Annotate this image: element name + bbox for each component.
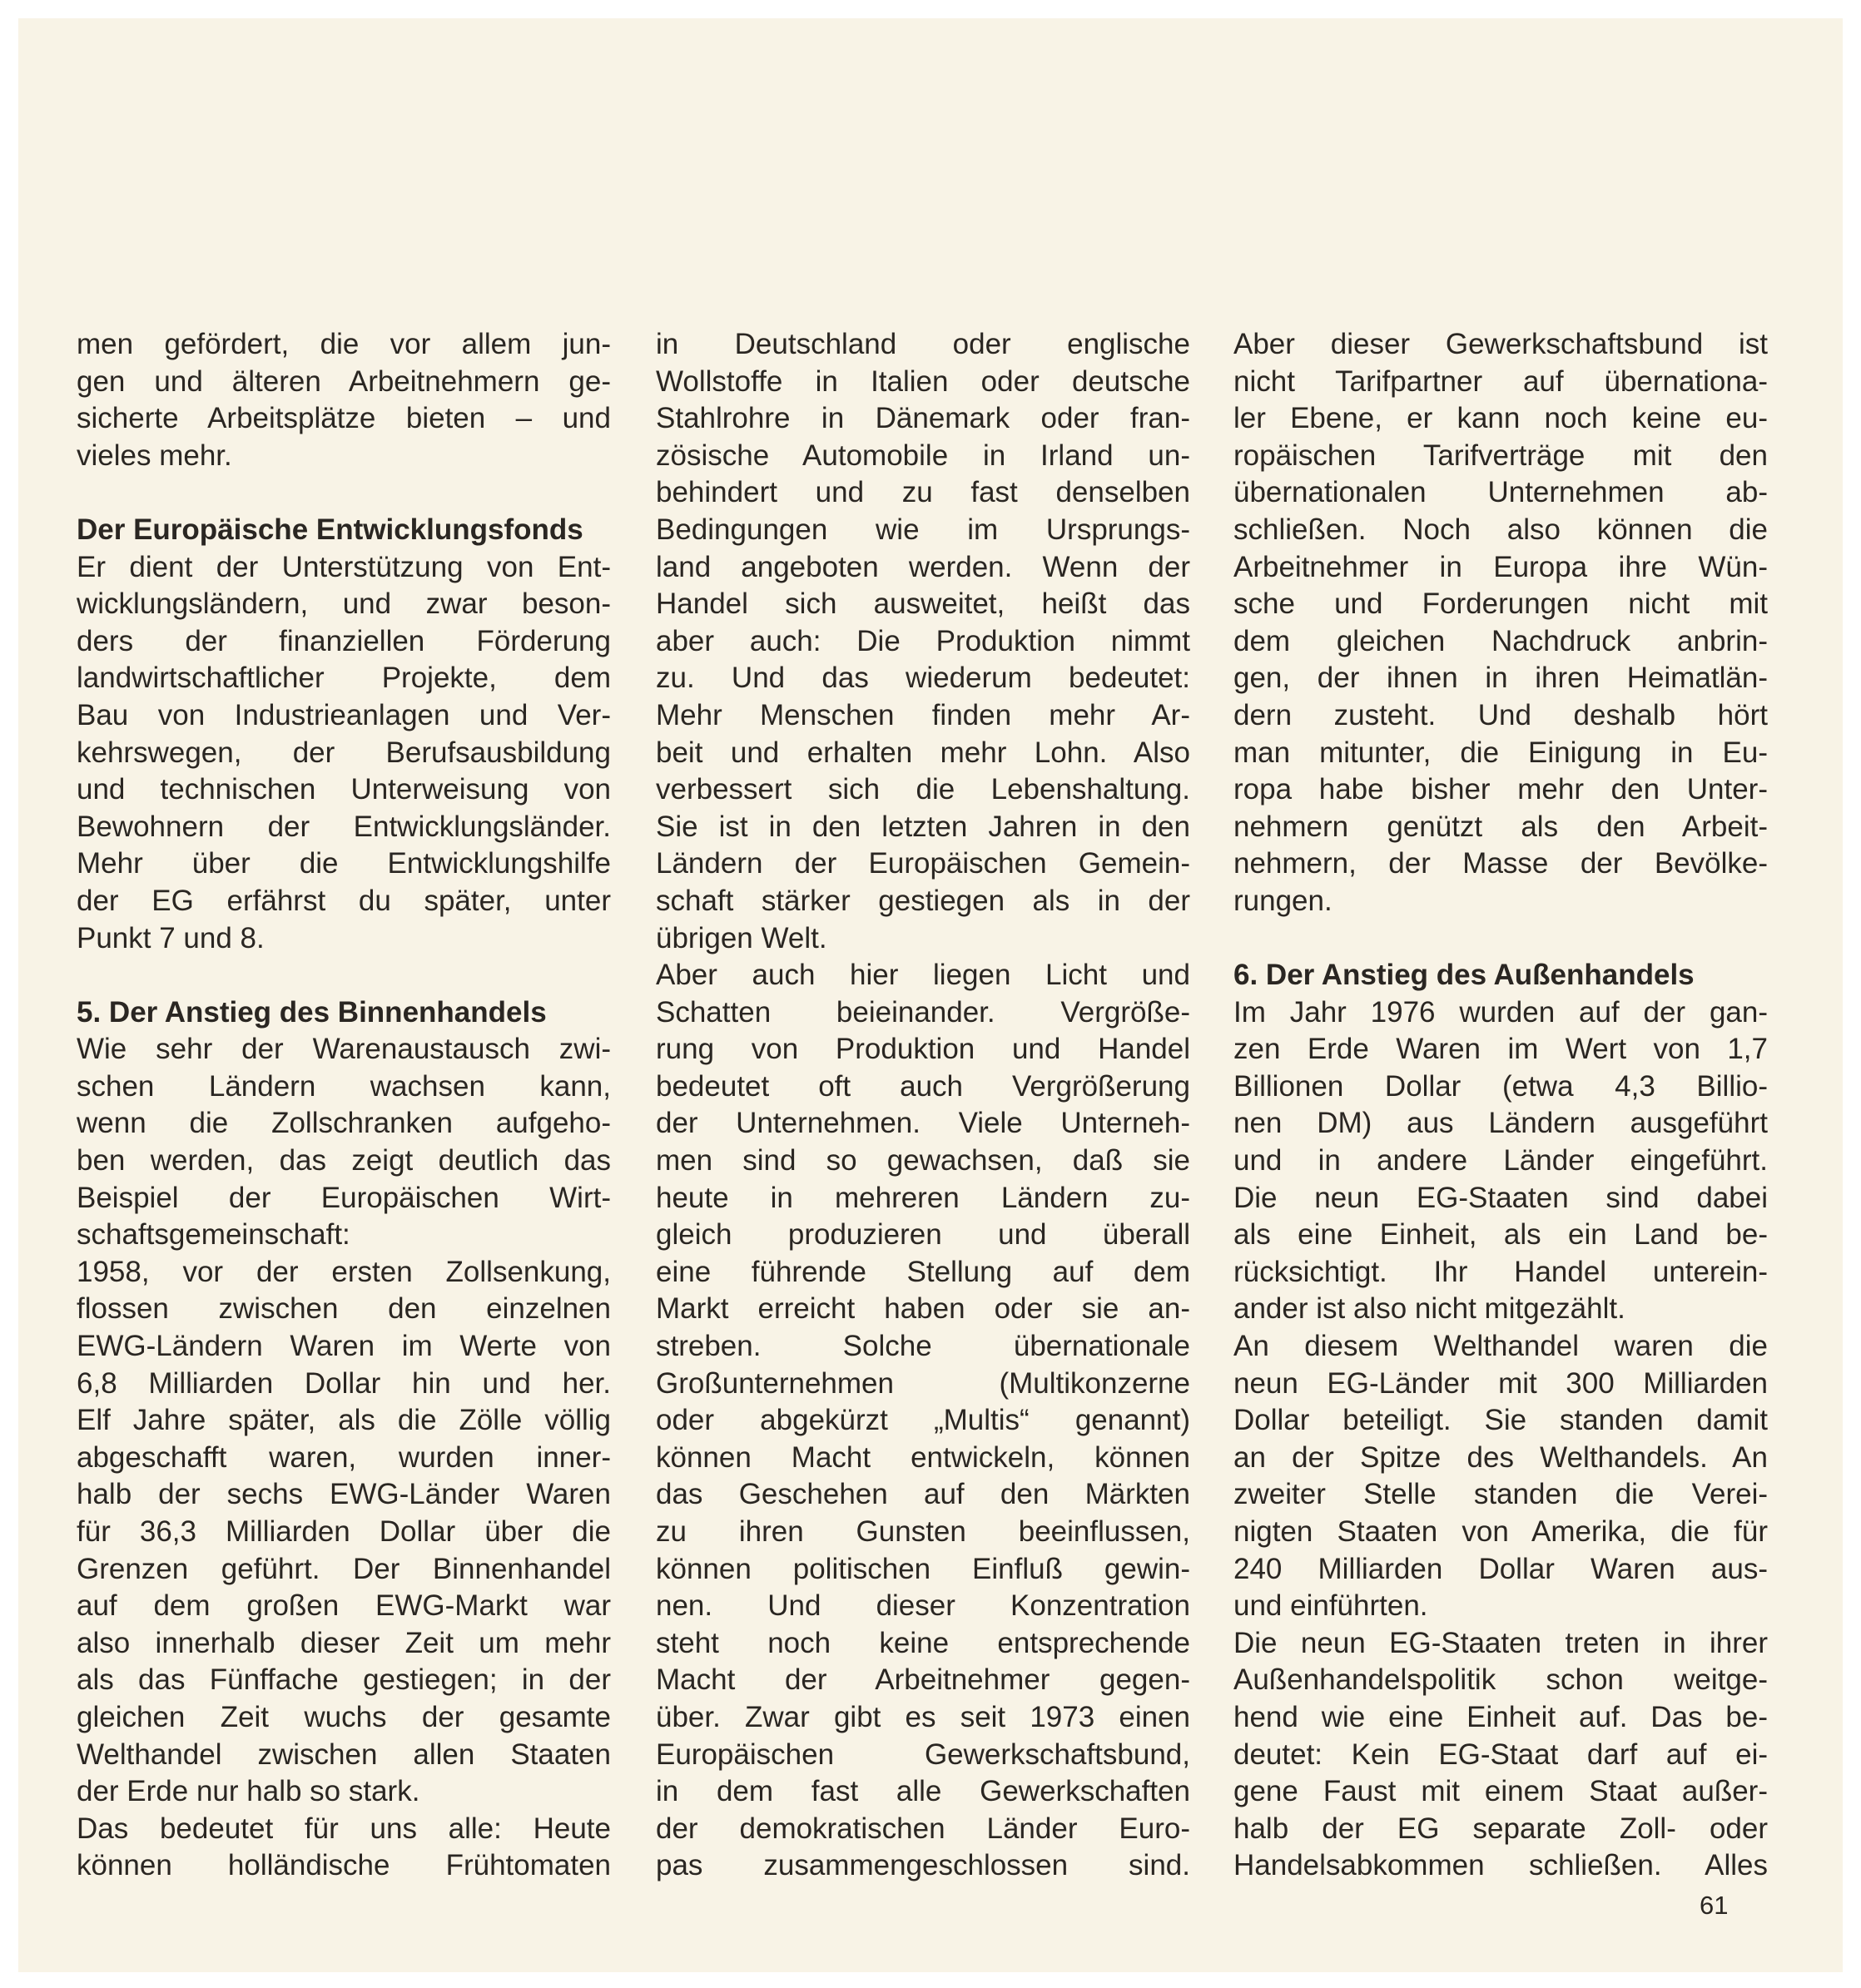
text-line: flossen zwischen den einzelnen [77, 1292, 611, 1326]
text-line: sicherte Arbeitsplätze bieten – und [77, 402, 611, 435]
paragraph [656, 957, 1190, 1885]
text-line: Wie sehr der Warenaustausch zwi- [77, 1033, 611, 1066]
text-line: Handel sich ausweitet, heißt das [656, 587, 1190, 621]
book-page [18, 18, 1843, 1972]
text-line: an der Spitze des Welthandels. An [1233, 1440, 1768, 1474]
text-line: Bedingungen wie im Ursprungs- [656, 513, 1190, 546]
text-line: men sind so gewachsen, daß sie [656, 1144, 1190, 1177]
text-line: zu ihren Gunsten beeinflussen, [656, 1515, 1190, 1548]
text-line: können politischen Einfluß gewin- [656, 1552, 1190, 1585]
text-column-3 [1233, 326, 1768, 1885]
text-line: Das bedeutet für uns alle: Heute [77, 1812, 611, 1845]
text-column-2 [656, 326, 1190, 1885]
text-line: pas zusammengeschlossen sind. [656, 1849, 1190, 1882]
text-line: das Geschehen auf den Märkten [656, 1478, 1190, 1511]
paragraph [77, 1254, 611, 1811]
text-line: der demokratischen Länder Euro- [656, 1812, 1190, 1845]
text-line: und in andere Länder eingeführt. [1233, 1144, 1768, 1177]
text-line: schaft stärker gestiegen als in der [656, 884, 1190, 917]
text-line: für 36,3 Milliarden Dollar über die [77, 1515, 611, 1548]
text-line: ler Ebene, er kann noch keine eu- [1233, 402, 1768, 435]
text-line: Markt erreicht haben oder sie an- [656, 1292, 1190, 1326]
text-line: 6,8 Milliarden Dollar hin und her. [77, 1366, 611, 1400]
text-line: Elf Jahre später, als die Zölle völlig [77, 1404, 611, 1437]
section [77, 957, 611, 1254]
section-heading: Der Europäische Entwicklungsfonds [77, 513, 583, 546]
text-line: als eine Einheit, als ein Land be- [1233, 1218, 1768, 1252]
text-line: bedeutet oft auch Vergrößerung [656, 1069, 1190, 1103]
text-line: men gefördert, die vor allem jun- [77, 328, 611, 360]
text-line: Mehr Menschen finden mehr Ar- [656, 698, 1190, 731]
text-line: schließen. Noch also können die [1233, 513, 1768, 546]
section-heading: 5. Der Anstieg des Binnenhandels [77, 995, 547, 1029]
text-line: halb der EG separate Zoll- oder [1233, 1812, 1768, 1845]
section-heading: 6. Der Anstieg des Außenhandels [1233, 959, 1695, 992]
text-line: 240 Milliarden Dollar Waren aus- [1233, 1552, 1768, 1585]
text-line: ropa habe bisher mehr den Unter- [1233, 773, 1768, 806]
paragraph [1233, 326, 1768, 920]
text-line: auf dem großen EWG-Markt war [77, 1589, 611, 1623]
text-line: nigten Staaten von Amerika, die für [1233, 1515, 1768, 1548]
text-line: Schatten beieinander. Vergröße- [656, 995, 1190, 1029]
text-line: schen Ländern wachsen kann, [77, 1069, 611, 1103]
text-line: verbessert sich die Lebenshaltung. [656, 773, 1190, 806]
text-line: in dem fast alle Gewerkschaften [656, 1775, 1190, 1808]
text-line: gene Faust mit einem Staat außer- [1233, 1775, 1768, 1808]
text-line: der EG erfährst du später, unter [77, 884, 611, 917]
text-line: Europäischen Gewerkschaftsbund, [656, 1738, 1190, 1771]
paragraph-spacer [77, 957, 611, 994]
text-line: Punkt 7 und 8. [77, 921, 265, 954]
text-line: der Unternehmen. Viele Unterneh- [656, 1107, 1190, 1140]
text-line: ders der finanziellen Förderung [77, 624, 611, 657]
text-line: ben werden, das zeigt deutlich das [77, 1144, 611, 1177]
text-line: kehrswegen, der Berufsausbildung [77, 736, 611, 769]
text-line: Arbeitnehmer in Europa ihre Wün- [1233, 550, 1768, 583]
text-line: aber auch: Die Produktion nimmt [656, 624, 1190, 657]
text-line: heute in mehreren Ländern zu- [656, 1181, 1190, 1214]
text-line: Grenzen geführt. Der Binnenhandel [77, 1552, 611, 1585]
text-line: schaftsgemeinschaft: [77, 1218, 350, 1252]
text-column-1 [77, 326, 611, 1885]
text-line: eine führende Stellung auf dem [656, 1255, 1190, 1288]
text-line: 1958, vor der ersten Zollsenkung, [77, 1255, 611, 1288]
text-line: Macht der Arbeitnehmer gegen- [656, 1663, 1190, 1697]
text-line: Beispiel der Europäischen Wirt- [77, 1181, 611, 1214]
text-line: Sie ist in den letzten Jahren in den [656, 810, 1190, 843]
text-line: EWG-Ländern Waren im Werte von [77, 1330, 611, 1363]
text-line: gen, der ihnen in ihren Heimatlän- [1233, 662, 1768, 695]
text-line: der Erde nur halb so stark. [77, 1775, 420, 1808]
text-line: wenn die Zollschranken aufgeho- [77, 1107, 611, 1140]
text-line: landwirtschaftlicher Projekte, dem [77, 662, 611, 695]
text-line: Welthandel zwischen allen Staaten [77, 1738, 611, 1771]
text-line: Er dient der Unterstützung von Ent- [77, 550, 611, 583]
text-line: zu. Und das wiederum bedeutet: [656, 662, 1190, 695]
text-line: rung von Produktion und Handel [656, 1033, 1190, 1066]
text-line: Die neun EG-Staaten sind dabei [1233, 1181, 1768, 1214]
paragraph [77, 1811, 611, 1885]
text-line: Wollstoffe in Italien oder deutsche [656, 364, 1190, 398]
text-line: beit und erhalten mehr Lohn. Also [656, 736, 1190, 769]
text-line: gleich produzieren und überall [656, 1218, 1190, 1252]
text-line: neun EG-Länder mit 300 Milliarden [1233, 1366, 1768, 1400]
text-line: abgeschafft waren, wurden inner- [77, 1440, 611, 1474]
text-line: Außenhandelspolitik schon weitge- [1233, 1663, 1768, 1697]
paragraph [1233, 1625, 1768, 1885]
text-line: also innerhalb dieser Zeit um mehr [77, 1626, 611, 1659]
text-line: können Macht entwickeln, können [656, 1440, 1190, 1474]
text-line: gleichen Zeit wuchs der gesamte [77, 1700, 611, 1733]
paragraph-spacer [1233, 920, 1768, 958]
text-line: können holländische Frühtomaten [77, 1849, 611, 1882]
text-line: Mehr über die Entwicklungshilfe [77, 847, 611, 880]
text-line: Aber dieser Gewerkschaftsbund ist [1233, 328, 1768, 360]
text-line: Dollar beteiligt. Sie standen damit [1233, 1404, 1768, 1437]
text-line: Bau von Industrieanlagen und Ver- [77, 698, 611, 731]
text-line: und technischen Unterweisung von [77, 773, 611, 806]
text-line: übrigen Welt. [656, 921, 827, 954]
text-line: Stahlrohre in Dänemark oder fran- [656, 402, 1190, 435]
text-line: vieles mehr. [77, 439, 232, 472]
text-line: zweiter Stelle standen die Verei- [1233, 1478, 1768, 1511]
text-line: zen Erde Waren im Wert von 1,7 [1233, 1033, 1768, 1066]
page-number: 61 [1700, 1891, 1729, 1920]
text-line: ander ist also nicht mitgezählt. [1233, 1292, 1625, 1326]
text-line: nehmern, der Masse der Bevölke- [1233, 847, 1768, 880]
text-line: rücksichtigt. Ihr Handel unterein- [1233, 1255, 1768, 1288]
text-line: gen und älteren Arbeitnehmern ge- [77, 364, 611, 398]
text-line: Bewohnern der Entwicklungsländer. [77, 810, 611, 843]
text-line: Billionen Dollar (etwa 4,3 Billio- [1233, 1069, 1768, 1103]
text-line: dem gleichen Nachdruck anbrin- [1233, 624, 1768, 657]
text-line: nehmern genützt als den Arbeit- [1233, 810, 1768, 843]
text-line: hend wie eine Einheit auf. Das be- [1233, 1700, 1768, 1733]
text-line: sche und Forderungen nicht mit [1233, 587, 1768, 621]
paragraph [1233, 1328, 1768, 1625]
text-line: steht noch keine entsprechende [656, 1626, 1190, 1659]
text-line: behindert und zu fast denselben [656, 476, 1190, 509]
text-line: streben. Solche übernationale [656, 1330, 1190, 1363]
text-line: Im Jahr 1976 wurden auf der gan- [1233, 995, 1768, 1029]
section [1233, 920, 1768, 1329]
text-line: rungen. [1233, 884, 1332, 917]
text-line: in Deutschland oder englische [656, 328, 1190, 360]
text-line: Ländern der Europäischen Gemein- [656, 847, 1190, 880]
text-line: dern zusteht. Und deshalb hört [1233, 698, 1768, 731]
text-line: An diesem Welthandel waren die [1233, 1330, 1768, 1363]
text-line: wicklungsländern, und zwar beson- [77, 587, 611, 621]
text-line: Großunternehmen (Multikonzerne [656, 1366, 1190, 1400]
text-line: und einführten. [1233, 1589, 1428, 1623]
paragraph [656, 326, 1190, 957]
text-line: zösische Automobile in Irland un- [656, 439, 1190, 472]
text-line: über. Zwar gibt es seit 1973 einen [656, 1700, 1190, 1733]
text-line: als das Fünffache gestiegen; in der [77, 1663, 611, 1697]
paragraph [77, 326, 611, 474]
section [77, 474, 611, 957]
paragraph-spacer [77, 474, 611, 512]
text-line: nen. Und dieser Konzentration [656, 1589, 1190, 1623]
text-line: oder abgekürzt „Multis“ genannt) [656, 1404, 1190, 1437]
text-line: Aber auch hier liegen Licht und [656, 959, 1190, 992]
text-line: man mitunter, die Einigung in Eu- [1233, 736, 1768, 769]
text-line: übernationalen Unternehmen ab- [1233, 476, 1768, 509]
text-line: deutet: Kein EG-Staat darf auf ei- [1233, 1738, 1768, 1771]
text-line: halb der sechs EWG-Länder Waren [77, 1478, 611, 1511]
text-line: Die neun EG-Staaten treten in ihrer [1233, 1626, 1768, 1659]
text-line: nicht Tarifpartner auf übernationa- [1233, 364, 1768, 398]
text-line: nen DM) aus Ländern ausgeführt [1233, 1107, 1768, 1140]
text-line: ropäischen Tarifverträge mit den [1233, 439, 1768, 472]
text-line: Handelsabkommen schließen. Alles [1233, 1849, 1768, 1882]
text-line: land angeboten werden. Wenn der [656, 550, 1190, 583]
